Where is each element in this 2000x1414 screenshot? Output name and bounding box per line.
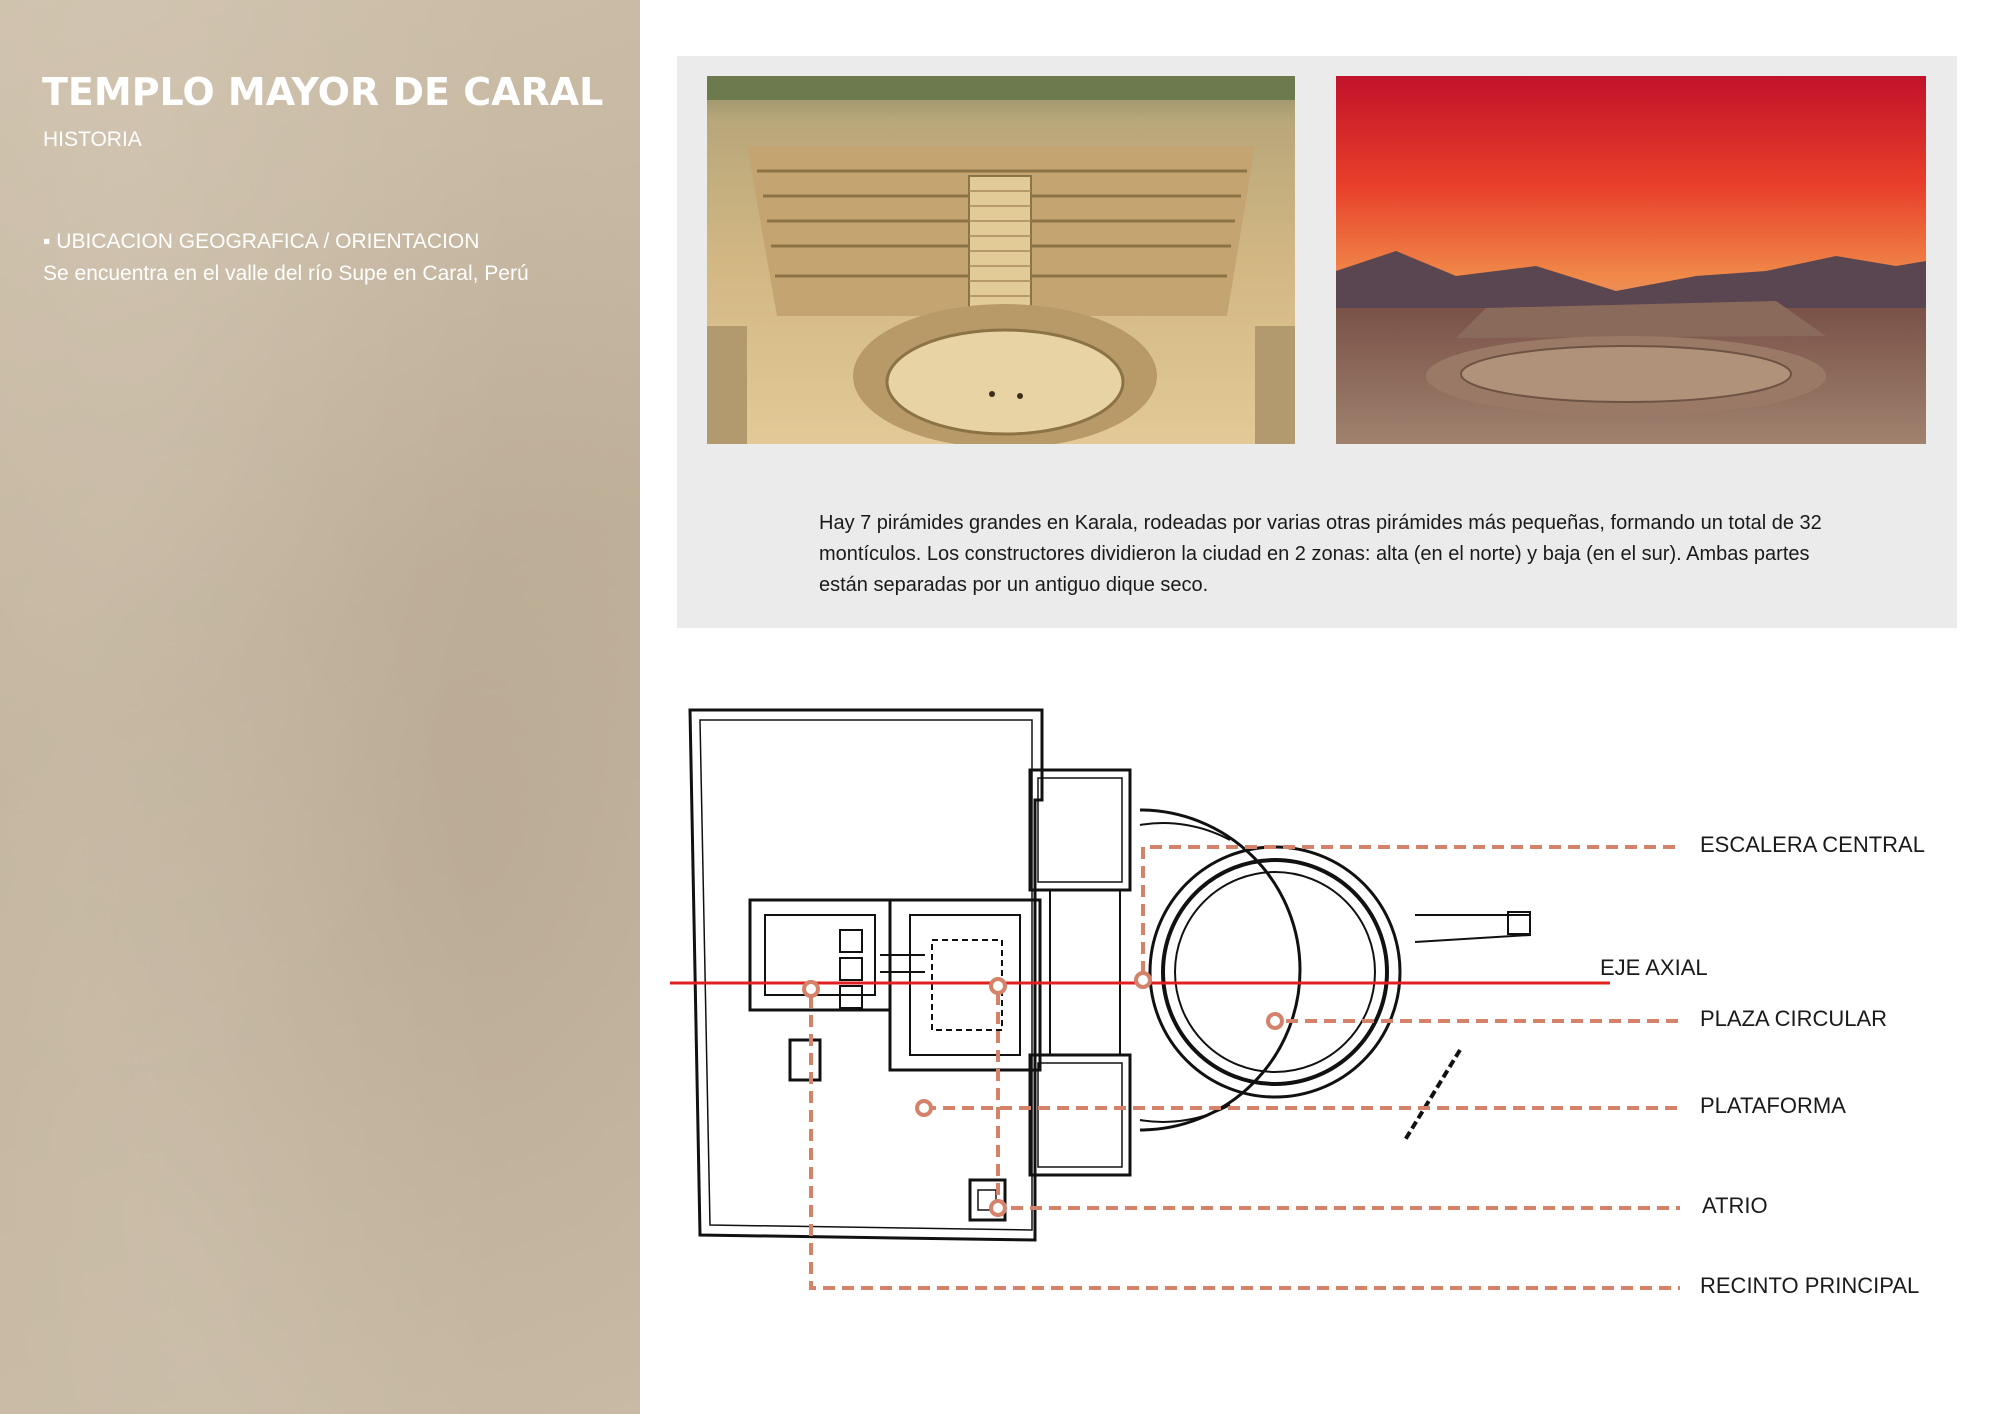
label-atrio: ATRIO — [1702, 1193, 1768, 1218]
page-subtitle: HISTORIA — [43, 128, 142, 151]
label-plaza-circular: PLAZA CIRCULAR — [1700, 1006, 1888, 1031]
location-heading: ▪ UBICACION GEOGRAFICA / ORIENTACION — [43, 230, 480, 253]
left-panel — [0, 0, 640, 1414]
description-text: Hay 7 pirámides grandes en Karala, rodeadas por varias otras pirámides más pequeñas, formando un total de 32 montículos. Los constructores dividieron la ciudad en 2 zonas: alta (en el norte) y baja (en el sur). Ambas partes están separadas por un antiguo dique seco. — [819, 512, 1822, 596]
label-plataforma: PLATAFORMA — [1700, 1093, 1846, 1118]
aerial-photo — [707, 76, 1295, 444]
sunset-photo — [1336, 76, 1926, 444]
page-title: TEMPLO MAYOR DE CARAL — [42, 70, 604, 114]
label-escalera-central: ESCALERA CENTRAL — [1700, 832, 1925, 857]
label-recinto-principal: RECINTO PRINCIPAL — [1700, 1273, 1920, 1298]
site-plan — [670, 690, 1960, 1315]
location-text: Se encuentra en el valle del río Supe en Caral, Perú — [43, 262, 529, 285]
label-eje-axial: EJE AXIAL — [1600, 955, 1708, 980]
photo-box — [677, 56, 1957, 628]
